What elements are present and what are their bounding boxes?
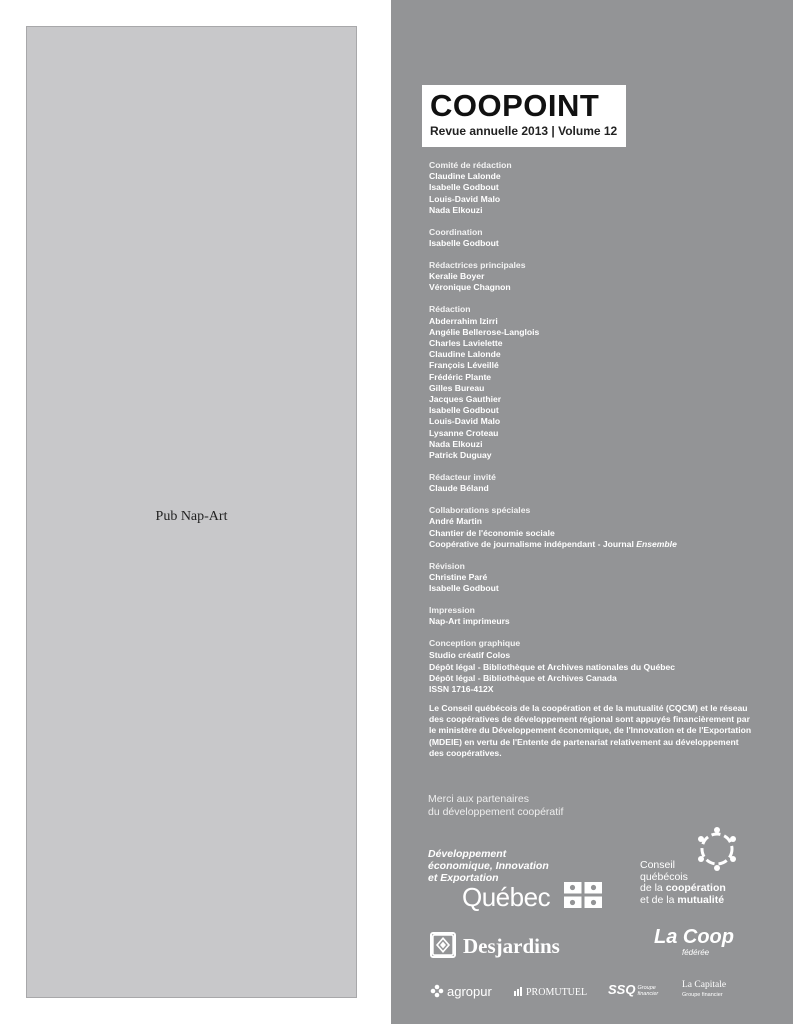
journal-prefix: Coopérative de journalisme indépendant - Journal — [429, 538, 637, 549]
lacoop-logo — [654, 926, 734, 957]
credit-name: Frédéric Plante — [429, 371, 492, 382]
issn-line: ISSN 1716-412X — [429, 684, 494, 695]
funding-line: des coopératives de développement régional sont appuyés financièrement par — [429, 714, 750, 725]
credit-heading: Rédactrices principales — [429, 260, 526, 271]
credit-name: François Léveillé — [429, 360, 499, 371]
credit-name: Charles Lavielette — [429, 338, 503, 349]
credit-name: Claude Béland — [429, 483, 489, 494]
cqcm-prefix: et de la — [640, 893, 678, 906]
credit-name: Nap-Art imprimeurs — [429, 616, 510, 627]
credit-name: Véronique Chagnon — [429, 282, 511, 293]
funding-line: (MDEIE) en vertu de l'Entente de partenariat relativement au développement — [429, 736, 739, 747]
credit-group-comite — [429, 160, 769, 216]
funding-line: Le Conseil québécois de la coopération et de la mutualité (CQCM) et le réseau — [429, 703, 748, 713]
credit-group-collaborations — [429, 505, 769, 550]
credit-name: Chantier de l'économie sociale — [429, 527, 555, 538]
credit-name: Isabelle Godbout — [429, 238, 499, 249]
meie-line: Développement — [428, 848, 507, 860]
credit-name: Abderrahim Izirri — [429, 315, 498, 326]
magazine-subtitle: Revue annuelle 2013 | Volume 12 — [430, 124, 618, 138]
ssq-wordmark: SSQ — [608, 982, 636, 997]
credit-group-coordination — [429, 227, 769, 249]
credit-heading: Impression — [429, 605, 475, 616]
credit-heading: Rédaction — [429, 304, 471, 315]
desjardins-mark-icon — [430, 932, 456, 958]
credit-group-revision — [429, 561, 769, 595]
desjardins-logo — [430, 932, 570, 962]
credit-name: Studio créatif Colos — [429, 649, 511, 660]
credit-heading: Révision — [429, 560, 465, 571]
agropur-logo — [430, 984, 492, 1000]
promutuel-bars-icon — [514, 986, 524, 996]
promutuel-logo — [514, 986, 587, 999]
credit-group-redacteur-invite — [429, 472, 769, 494]
credit-name: Patrick Duguay — [429, 450, 492, 461]
credit-heading: Comité de rédaction — [429, 160, 512, 170]
credit-group-redaction — [429, 304, 769, 461]
credit-name: Isabelle Godbout — [429, 583, 499, 594]
credit-name: Louis-David Malo — [429, 193, 501, 204]
credit-name: Claudine Lalonde — [429, 349, 501, 360]
credits-list — [429, 160, 769, 672]
credit-name: Isabelle Godbout — [429, 182, 499, 193]
credit-heading: Collaborations spéciales — [429, 505, 531, 516]
quebec-wordmark: Québec — [462, 882, 551, 912]
credit-name: Christine Paré — [429, 572, 488, 583]
credit-heading: Coordination — [429, 226, 483, 237]
thanks-line: Merci aux partenaires — [428, 793, 529, 805]
agropur-flower-icon — [430, 984, 444, 998]
quebec-flag-icon — [564, 882, 602, 908]
magazine-title: COOPOINT — [430, 88, 600, 123]
funding-notice — [429, 703, 759, 759]
credit-heading: Rédacteur invité — [429, 472, 496, 483]
masthead — [422, 85, 626, 147]
credit-name: Jacques Gauthier — [429, 394, 502, 405]
promutuel-wordmark: PROMUTUEL — [526, 987, 588, 998]
credit-name: Louis-David Malo — [429, 416, 501, 427]
meie-line: économique, Innovation — [428, 860, 549, 872]
agropur-wordmark: agropur — [447, 984, 492, 999]
legal-line: Dépôt légal - Bibliothèque et Archives Canada — [429, 673, 617, 684]
lacapitale-wordmark: La Capitale — [682, 980, 727, 990]
legal-line: Dépôt légal - Bibliothèque et Archives nationales du Québec — [429, 662, 676, 672]
cqcm-prefix: de la — [640, 882, 666, 895]
cqcm-line: québécois — [640, 870, 688, 883]
desjardins-wordmark: Desjardins — [463, 934, 560, 958]
cqcm-bold: coopération — [665, 882, 726, 895]
credit-name-journal — [429, 539, 769, 550]
credit-group-impression — [429, 605, 769, 627]
credit-name: Gilles Bureau — [429, 382, 485, 393]
cqcm-logo-text — [640, 860, 726, 906]
credit-group-redactrices — [429, 260, 769, 294]
credit-name: Isabelle Godbout — [429, 405, 499, 416]
credit-group-conception — [429, 638, 769, 660]
credit-heading: Conception graphique — [429, 638, 521, 649]
credit-name: André Martin — [429, 516, 482, 527]
cqcm-bold: mutualité — [677, 893, 725, 906]
lacapitale-logo — [682, 980, 726, 1000]
ssq-sub — [637, 985, 658, 997]
legal-deposit — [429, 662, 759, 696]
partners-thanks — [428, 793, 563, 819]
funding-line: des coopératives. — [429, 747, 502, 758]
credit-name: Claudine Lalonde — [429, 171, 501, 182]
credit-name: Angélie Bellerose-Langlois — [429, 326, 540, 337]
advertisement-label: Pub Nap-Art — [155, 509, 228, 524]
ssq-sub-line: financier — [637, 990, 659, 997]
credit-name: Lysanne Croteau — [429, 427, 499, 438]
cqcm-line — [640, 895, 726, 907]
advertisement-placeholder — [26, 26, 357, 998]
ssq-logo — [608, 983, 658, 997]
credit-name: Nada Elkouzi — [429, 438, 483, 449]
lacapitale-sub: Groupe financier — [682, 992, 723, 998]
journal-emphasis: Ensemble — [636, 538, 677, 549]
meie-logo-text — [428, 848, 549, 884]
lacoop-sub: fédérée — [682, 948, 710, 957]
meie-line: et Exportation — [428, 872, 499, 884]
funding-line: le ministère du Développement économique, de l'Innovation et de l'Exportation — [429, 725, 752, 736]
ssq-sub-line: Groupe — [637, 984, 656, 991]
thanks-line: du développement coopératif — [428, 806, 564, 818]
credit-name: Keralie Boyer — [429, 271, 485, 282]
cqcm-line: Conseil — [640, 859, 676, 871]
lacoop-wordmark: La Coop — [654, 926, 734, 948]
credit-name: Nada Elkouzi — [429, 204, 483, 215]
